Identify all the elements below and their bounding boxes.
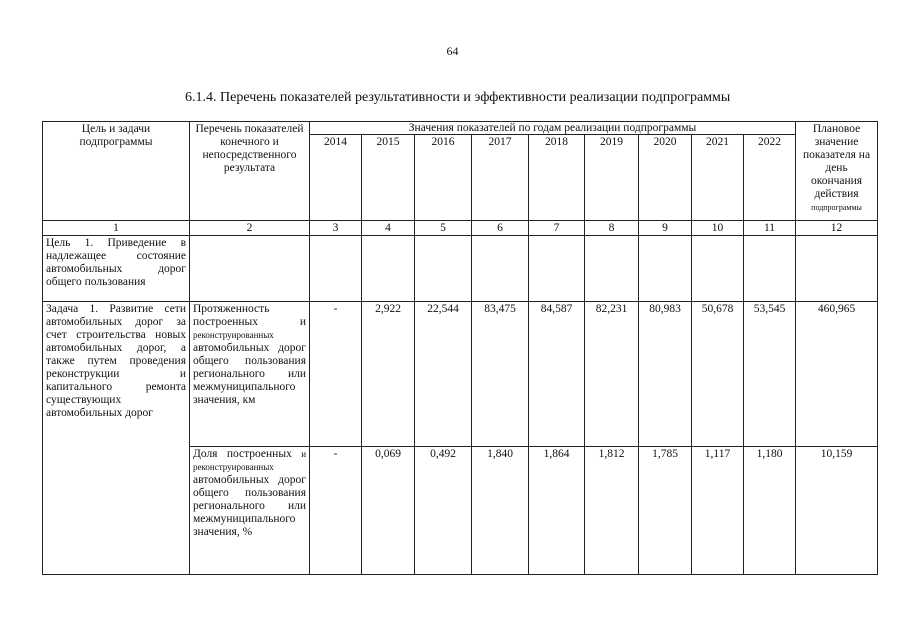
indicator-value: - — [310, 302, 362, 447]
indicator-value: 0,069 — [362, 447, 415, 575]
header-year: 2016 — [415, 135, 472, 221]
empty-cell — [744, 236, 796, 302]
header-year: 2022 — [744, 135, 796, 221]
column-number: 6 — [472, 221, 529, 236]
header-planned-value: Плановое значение показателя на день окончания действия подпрограммы — [796, 122, 878, 221]
column-number: 5 — [415, 221, 472, 236]
goal-row — [43, 236, 878, 302]
page-number: 64 — [446, 44, 459, 58]
indicator-value: 50,678 — [692, 302, 744, 447]
column-number: 4 — [362, 221, 415, 236]
column-numbers-row — [43, 221, 878, 236]
indicator-planned-value: 10,159 — [796, 447, 878, 575]
header-year: 2014 — [310, 135, 362, 221]
column-number: 7 — [529, 221, 585, 236]
indicator-value: 2,922 — [362, 302, 415, 447]
indicator-value: 1,864 — [529, 447, 585, 575]
indicator-value: 84,587 — [529, 302, 585, 447]
column-number: 3 — [310, 221, 362, 236]
empty-cell — [585, 236, 639, 302]
indicator-value: 1,117 — [692, 447, 744, 575]
empty-cell — [692, 236, 744, 302]
empty-cell — [472, 236, 529, 302]
column-number: 12 — [796, 221, 878, 236]
empty-cell — [529, 236, 585, 302]
header-year: 2021 — [692, 135, 744, 221]
indicator-value: - — [310, 447, 362, 575]
indicator-value: 82,231 — [585, 302, 639, 447]
empty-cell — [796, 236, 878, 302]
header-year: 2019 — [585, 135, 639, 221]
column-number: 1 — [43, 221, 190, 236]
empty-cell — [310, 236, 362, 302]
indicator-value: 22,544 — [415, 302, 472, 447]
header-goal-column: Цель и задачи подпрограммы — [43, 122, 190, 221]
indicator-value: 53,545 — [744, 302, 796, 447]
indicator-value: 80,983 — [639, 302, 692, 447]
indicator-row — [43, 302, 878, 447]
indicator-value: 1,785 — [639, 447, 692, 575]
empty-cell — [190, 236, 310, 302]
empty-cell — [639, 236, 692, 302]
goal-cell: Цель 1. Приведение в надлежащее состояние автомобильных дорог общего пользования — [43, 236, 190, 302]
column-number: 2 — [190, 221, 310, 236]
column-number: 8 — [585, 221, 639, 236]
indicator-value: 83,475 — [472, 302, 529, 447]
indicator-name: Доля построенных и реконструированных автомобильных дорог общего пользования регионального или межмуниципального значения, % — [190, 447, 310, 575]
empty-cell — [415, 236, 472, 302]
indicator-value: 0,492 — [415, 447, 472, 575]
header-year: 2015 — [362, 135, 415, 221]
column-number: 10 — [692, 221, 744, 236]
header-year: 2020 — [639, 135, 692, 221]
header-year: 2017 — [472, 135, 529, 221]
document-title: 6.1.4. Перечень показателей результативности и эффективности реализации подпрограммы — [185, 90, 731, 105]
column-number: 9 — [639, 221, 692, 236]
indicator-name: Протяженность построенных и реконструированных автомобильных дорог общего пользования регионального или межмуниципального значения, км — [190, 302, 310, 447]
empty-cell — [362, 236, 415, 302]
indicator-value: 1,812 — [585, 447, 639, 575]
header-year: 2018 — [529, 135, 585, 221]
indicator-value: 1,840 — [472, 447, 529, 575]
indicators-table — [42, 121, 878, 575]
indicator-value: 1,180 — [744, 447, 796, 575]
header-years-group: Значения показателей по годам реализации подпрограммы — [310, 122, 796, 135]
indicator-planned-value: 460,965 — [796, 302, 878, 447]
column-number: 11 — [744, 221, 796, 236]
header-row-1 — [43, 122, 878, 135]
header-indicator-column: Перечень показателей конечного и непосредственного результата — [190, 122, 310, 221]
task-cell: Задача 1. Развитие сети автомобильных дорог за счет строительства новых автомобильных дорог, а также путем проведения реконструкции и капитального ремонта существующих автомобильных дорог — [43, 302, 190, 575]
